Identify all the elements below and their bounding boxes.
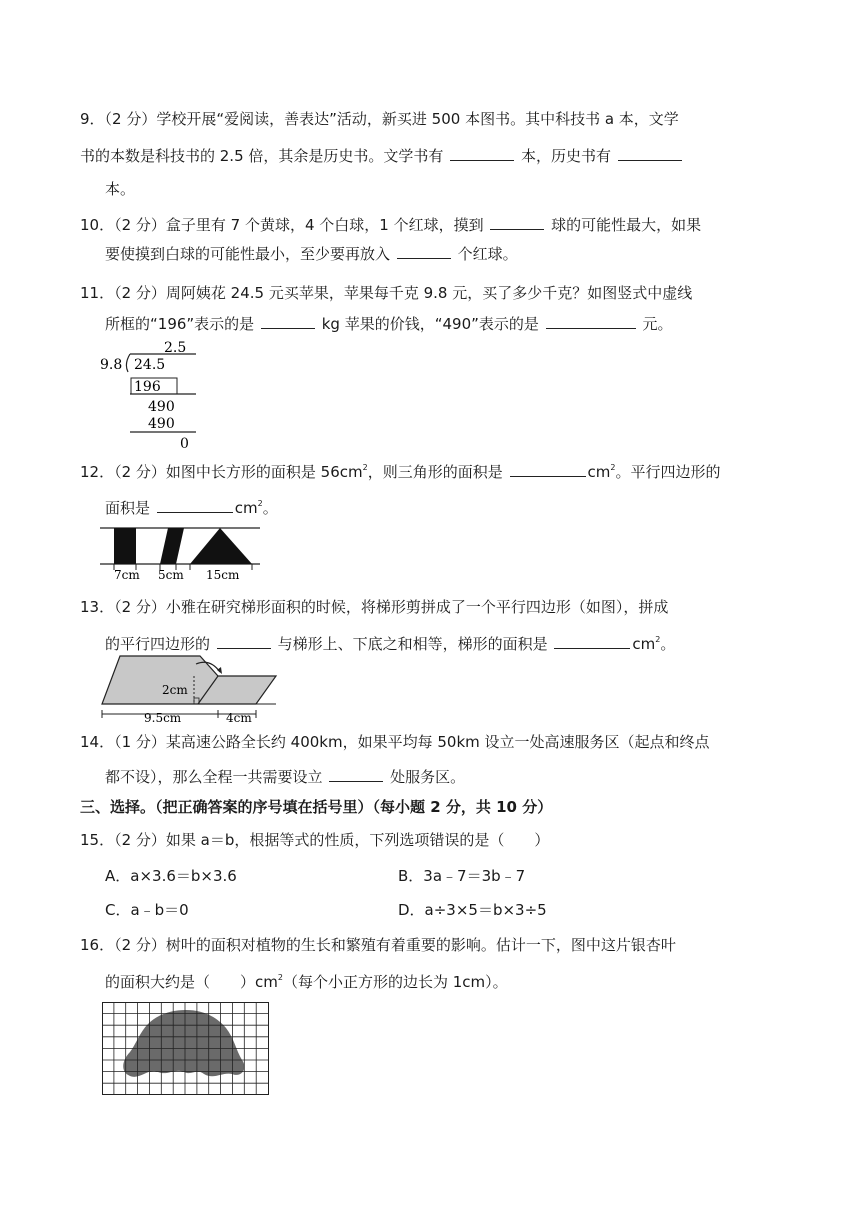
q10-line2 <box>105 243 518 264</box>
q10-blank-red-count[interactable] <box>397 243 451 259</box>
q12-sup3: 2 <box>257 499 263 508</box>
q14-text-a: 都不设），那么全程一共需要设立 <box>105 768 323 786</box>
q9-line2 <box>80 145 684 166</box>
ginkgo-leaf-grid-figure <box>102 1002 270 1096</box>
q16-line1: 16．（2 分）树叶的面积对植物的生长和繁殖有着重要的影响。估计一下，图中这片银杏叶 <box>80 936 676 954</box>
shapes-figure <box>100 522 262 582</box>
q11-blank-kg[interactable] <box>261 313 315 329</box>
label-5cm: 5cm <box>158 568 184 582</box>
divisor-text: 9.8 <box>100 357 123 373</box>
q12-unit1: cm <box>587 463 611 481</box>
q15-option-b[interactable]: B．3a﹣7＝3b﹣7 <box>398 867 526 885</box>
q12-blank-triangle[interactable] <box>510 461 586 477</box>
trapezoid-figure <box>100 652 280 724</box>
remainder-490: 490 <box>148 399 175 415</box>
q14-blank-count[interactable] <box>329 766 383 782</box>
q13-text-a: 的平行四边形的 <box>105 635 211 653</box>
q14-line2 <box>105 766 465 787</box>
height-label: 2cm <box>162 683 188 697</box>
q10-text-a: 10．（2 分）盒子里有 7 个黄球，4 个白球，1 个红球，摸到 <box>80 216 484 234</box>
q11-text-c: 元。 <box>642 315 673 333</box>
q9-text-b: 本，历史书有 <box>520 147 611 165</box>
ginkgo-leaf-shape <box>123 1010 244 1077</box>
q12-text-d: 。平行四边形的 <box>615 463 721 481</box>
q11-text-b: kg 苹果的价钱，“490”表示的是 <box>321 315 539 333</box>
label-15cm: 15cm <box>206 568 240 582</box>
section3-heading: 三、选择。（把正确答案的序号填在括号里）（每小题 2 分，共 10 分） <box>80 798 553 816</box>
parallelogram-shape <box>160 528 184 564</box>
q15-stem: 15．（2 分）如果 a＝b，根据等式的性质，下列选项错误的是（ ） <box>80 831 550 849</box>
q16-sup: 2 <box>277 973 283 982</box>
label-7cm: 7cm <box>114 568 140 582</box>
q13-line2 <box>105 630 675 654</box>
q13-blank-area[interactable] <box>554 633 630 649</box>
q10-blank-color[interactable] <box>490 214 544 230</box>
q14-text-b: 处服务区。 <box>390 768 466 786</box>
q9-blank-history[interactable] <box>618 145 682 161</box>
q9-text-a: 书的本数是科技书的 2.5 倍，其余是历史书。文学书有 <box>80 147 444 165</box>
q16-text-a: 的面积大约是（ ）cm <box>105 973 278 991</box>
q12-text-e: 面积是 <box>105 499 151 517</box>
q12-line1 <box>80 458 720 482</box>
partial-product-196: 196 <box>134 379 161 395</box>
q13-text-c: 。 <box>660 635 676 653</box>
extra-label: 4cm <box>226 711 252 724</box>
q13-unit: cm <box>632 635 656 653</box>
final-remainder-0: 0 <box>180 436 189 452</box>
q15-option-a[interactable]: A．a×3.6＝b×3.6 <box>105 867 237 885</box>
triangle-shape <box>190 528 252 564</box>
parallelogram-composite <box>102 656 276 704</box>
dividend-text: 24.5 <box>134 357 166 373</box>
q12-text-a: 12．（2 分）如图中长方形的面积是 56cm <box>80 463 363 481</box>
base-label: 9.5cm <box>144 711 182 724</box>
q9-blank-literature[interactable] <box>450 145 514 161</box>
q12-text-f: 。 <box>262 499 278 517</box>
q10-line1 <box>80 214 701 235</box>
q12-sup1: 2 <box>362 463 368 472</box>
q16-line2 <box>105 968 508 992</box>
q11-blank-yuan[interactable] <box>546 313 636 329</box>
q16-text-b: （每个小正方形的边长为 1cm）。 <box>282 973 508 991</box>
q15-option-d[interactable]: D．a÷3×5＝b×3÷5 <box>398 901 547 919</box>
rectangle-shape <box>114 528 136 564</box>
q14-line1: 14．（1 分）某高速公路全长约 400km，如果平均每 50km 设立一处高速服务区（起点和终点 <box>80 733 710 751</box>
q13-sup: 2 <box>655 635 661 644</box>
q10-text-c: 要使摸到白球的可能性最小，至少要再放入 <box>105 245 391 263</box>
long-division-figure <box>100 338 200 452</box>
q13-text-b: 与梯形上、下底之和相等，梯形的面积是 <box>277 635 548 653</box>
q15-option-c[interactable]: C．a﹣b＝0 <box>105 901 189 919</box>
q13-line1: 13．（2 分）小雅在研究梯形面积的时候，将梯形剪拼成了一个平行四边形（如图），拼成 <box>80 598 669 616</box>
q11-text-a: 所框的“196”表示的是 <box>105 315 255 333</box>
q10-text-d: 个红球。 <box>457 245 518 263</box>
q12-text-b: ，则三角形的面积是 <box>367 463 503 481</box>
q9-line3: 本。 <box>105 180 136 198</box>
q9-line1: 9．（2 分）学校开展“爱阅读，善表达”活动，新买进 500 本图书。其中科技书 a 本，文学 <box>80 110 679 128</box>
q12-blank-parallelogram[interactable] <box>157 497 233 513</box>
q11-line1: 11．（2 分）周阿姨花 24.5 元买苹果，苹果每千克 9.8 元，买了多少千克？如图竖式中虚线 <box>80 284 693 302</box>
quotient-text: 2.5 <box>164 340 187 356</box>
q10-text-b: 球的可能性最大，如果 <box>551 216 702 234</box>
q12-sup2: 2 <box>610 463 616 472</box>
q11-line2 <box>105 313 672 334</box>
q12-line2 <box>105 494 278 518</box>
q13-blank-part[interactable] <box>217 633 271 649</box>
partial-product-490: 490 <box>148 416 175 432</box>
q12-unit2: cm <box>234 499 258 517</box>
